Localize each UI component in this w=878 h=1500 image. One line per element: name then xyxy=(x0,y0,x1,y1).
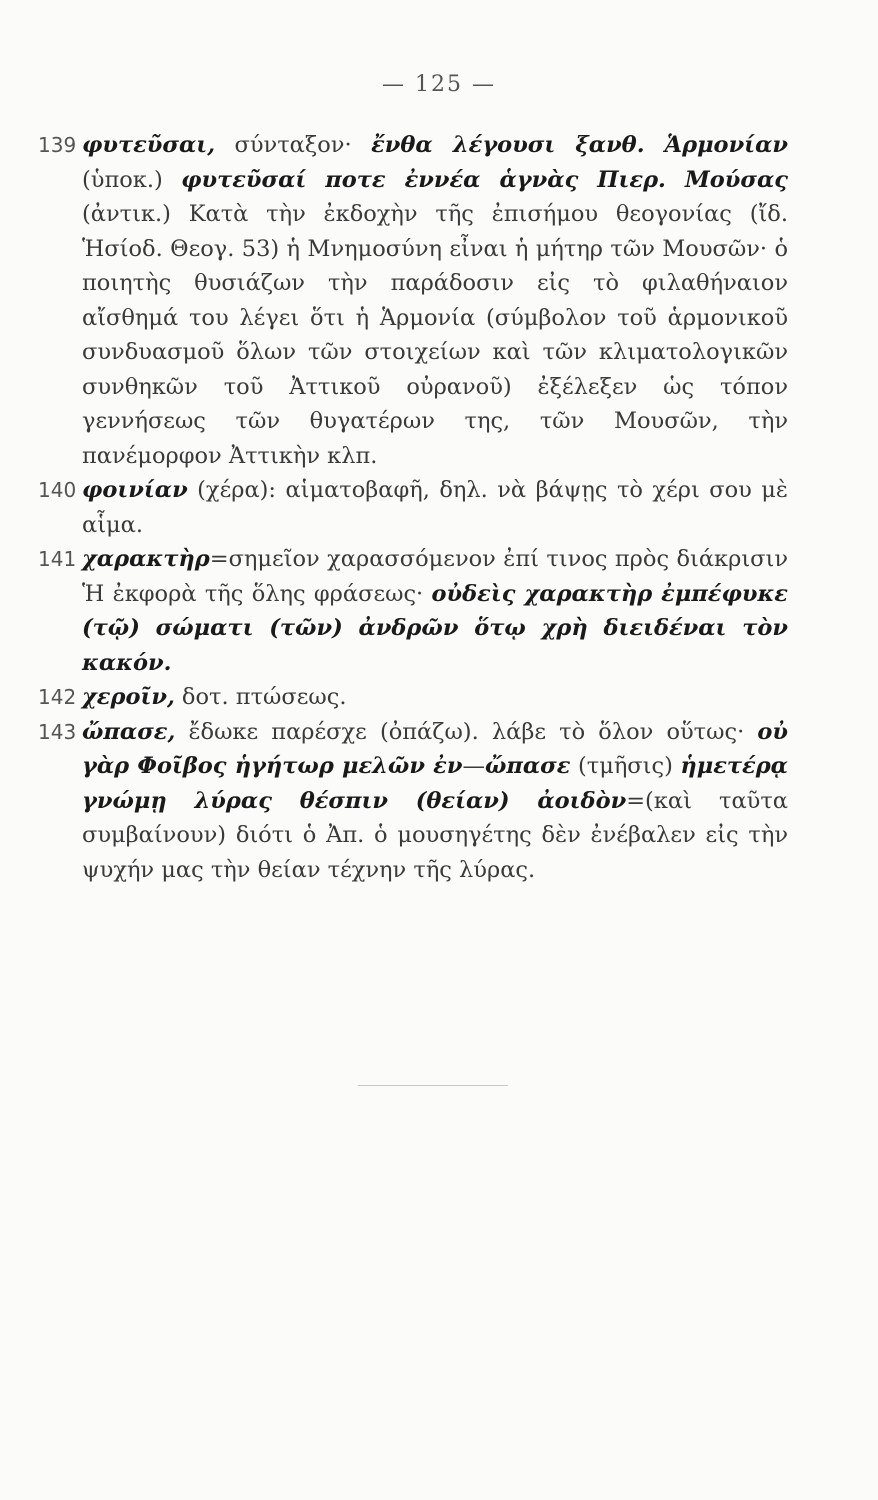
commentary-text: (χέρα): αἱματοβαφῆ, δηλ. νὰ βάψῃς τὸ χέρι σου μὲ αἷμα. xyxy=(82,477,788,538)
note-number: 140 xyxy=(38,478,77,502)
commentary-text: (τμῆσις) xyxy=(570,753,681,779)
note-text xyxy=(82,473,788,542)
note-text xyxy=(82,542,788,680)
quoted-phrase: φυτεῦσαί ποτε ἐννέα ἁγνὰς Πιερ. Μούσας xyxy=(181,166,789,193)
quoted-phrase: χαρακτὴρ xyxy=(82,546,210,572)
note-entry xyxy=(38,128,788,473)
note-number: 141 xyxy=(38,547,77,571)
quoted-phrase: οὐ γὰρ Φοῖβος ἡγήτωρ μελῶν ἐν xyxy=(82,718,788,779)
commentary-text: δοτ. πτώσεως. xyxy=(174,684,347,710)
quoted-phrase: φοινίαν xyxy=(82,477,188,503)
commentary-text: ἔδωκε παρέσχε (ὀπάζω). λάβε τὸ ὅλον οὕτως· xyxy=(175,718,758,745)
footer-divider xyxy=(358,1085,508,1086)
quoted-phrase: οὐδεὶς χαρακτὴρ ἐμπέφυκε (τῷ) σώματι (τῶν) ἀνδρῶν ὅτῳ χρὴ διειδέναι τὸν κακόν. xyxy=(82,580,788,676)
note-entry xyxy=(38,473,788,542)
note-entry xyxy=(38,715,788,888)
quoted-phrase: χεροῖν, xyxy=(82,684,175,710)
quoted-phrase: ἡμετέρᾳ γνώμῃ λύρας θέσπιν (θείαν) ἀοιδὸν xyxy=(82,753,788,814)
note-number: 143 xyxy=(38,719,77,744)
commentary-text: (ἀντικ.) Κατὰ τὴν ἐκδοχὴν τῆς ἐπισήμου θεογονίας (ἴδ. Ἡσίοδ. Θεογ. 53) ἡ Μνημοσύνη εἶναι ἡ μήτηρ τῶν Μουσῶν· ὁ ποιητὴς θυσιάζων τὴν παράδοσιν εἰς τὸ φιλαθήναιον αἴσθημά του λέγει ὅτι ἡ Ἁρμονία (σύμβολον τοῦ ἁρμονικοῦ συνδυασμοῦ ὅλων τῶν στοιχείων καὶ τῶν κλιματολογικῶν συνθηκῶν τοῦ Ἀττικοῦ οὐρανοῦ) ἐξέλεξεν ὡς τόπον γεννήσεως τῶν θυγατέρων της, τῶν Μουσῶν, τὴν πανέμορφον Ἀττικὴν κλπ. xyxy=(82,201,788,469)
quoted-phrase: φυτεῦσαι, xyxy=(82,132,216,158)
note-text xyxy=(82,715,788,888)
commentary-text: σύνταξον· xyxy=(215,132,372,158)
note-entry xyxy=(38,680,788,715)
quoted-phrase: ὤπασε, xyxy=(82,718,176,745)
note-text xyxy=(82,128,788,473)
quoted-phrase: ἔνθα λέγουσι ξανθ. Ἁρμονίαν xyxy=(371,132,788,158)
commentary-text: — xyxy=(462,753,485,779)
note-number: 139 xyxy=(38,133,77,157)
quoted-phrase: ὤπασε xyxy=(484,753,571,779)
commentary-text: =(καὶ ταῦτα συμβαίνουν) διότι ὁ Ἀπ. ὁ μουσηγέτης δὲν ἐνέβαλεν εἰς τὴν ψυχήν μας τὴν θείαν τέχνην τῆς λύρας. xyxy=(82,787,788,883)
notes-body xyxy=(38,128,788,887)
note-number: 142 xyxy=(38,685,77,709)
commentary-text: =σημεῖον χαρασσόμενον ἐπί τινος πρὸς διάκρισιν Ἡ ἐκφορὰ τῆς ὅλης φράσεως· xyxy=(82,546,788,607)
note-text xyxy=(82,680,788,715)
page-number: — 125 — xyxy=(382,72,496,97)
note-entry xyxy=(38,542,788,680)
commentary-text: (ὑποκ.) xyxy=(82,166,182,193)
